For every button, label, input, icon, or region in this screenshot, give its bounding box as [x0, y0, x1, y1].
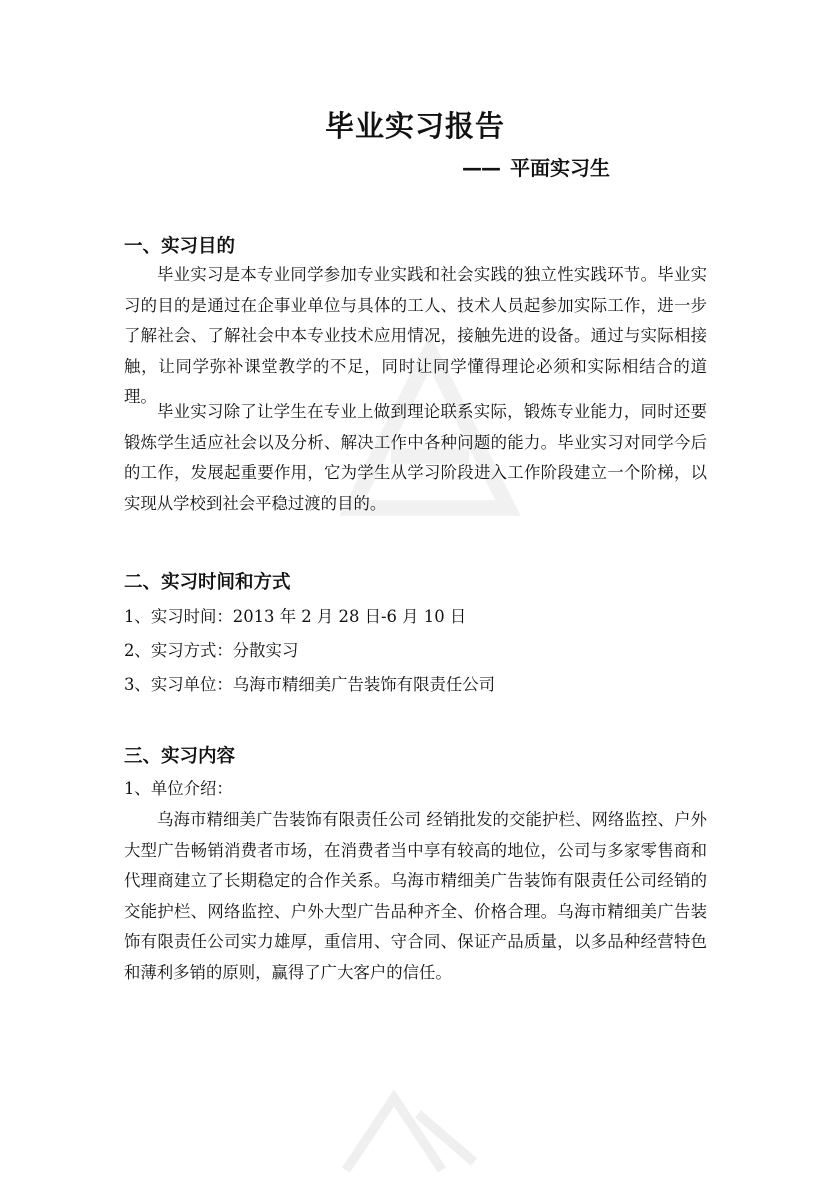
section-heading-purpose: 一、实习目的 — [124, 236, 236, 257]
list-item: 3、实习单位：乌海市精细美广告装饰有限责任公司 — [124, 675, 496, 694]
paragraph: 毕业实习是本专业同学参加专业实践和社会实践的独立性实践环节。毕业实习的目的是通过在企事业单位与具体的工人、技术人员起参加实际工作，进一步了解社会、了解社会中本专业技术应用情况，接触先进的设备。通过与实际相接触，让同学弥补课堂教学的不足，同时让同学懂得理论必须和实际相结合的道理。 — [124, 265, 707, 406]
list-item: 1、实习时间：2013 年 2 月 28 日-6 月 10 日 — [124, 607, 467, 626]
subtitle-dash: —— — [462, 156, 500, 180]
paragraph: 毕业实习除了让学生在专业上做到理论联系实际，锻炼专业能力，同时还要锻炼学生适应社会以及分析、解决工作中各种问题的能力。毕业实习对同学今后的工作，发展起重要作用，它为学生从学习阶段进入工作阶段建立一个阶梯，以实现从学校到社会平稳过渡的目的。 — [124, 402, 707, 513]
watermark-icon — [330, 1080, 490, 1180]
document-title: 毕业实习报告 — [324, 109, 505, 143]
section-heading-time-method: 二、实习时间和方式 — [124, 572, 291, 593]
list-item: 2、实习方式：分散实习 — [124, 641, 299, 660]
paragraph: 乌海市精细美广告装饰有限责任公司 经销批发的交能护栏、网络监控、户外大型广告畅销消费者市场，在消费者当中享有较高的地位，公司与多家零售商和代理商建立了长期稳定的合作关系。乌海市精细美广告装饰有限责任公司经销的交能护栏、网络监控、户外大型广告品种齐全、价格合理。乌海市精细美广告装饰有限责任公司实力雄厚，重信用、守合同、保证产品质量，以多品种经营特色和薄利多销的原则，赢得了广大客户的信任。 — [124, 810, 707, 982]
subtitle-text: 平面实习生 — [510, 156, 610, 180]
document-subtitle — [462, 152, 610, 181]
section-heading-content: 三、实习内容 — [124, 746, 236, 767]
list-item: 1、单位介绍： — [124, 779, 233, 798]
